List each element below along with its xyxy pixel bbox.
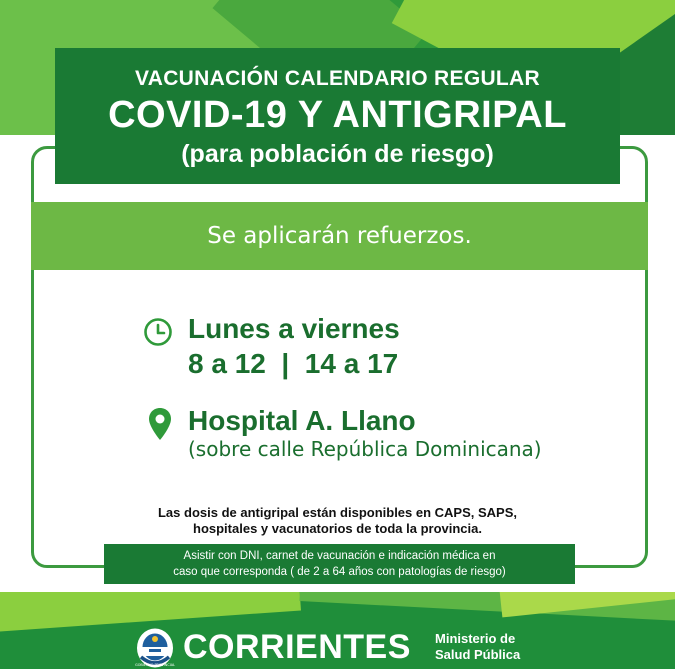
clock-icon [143,317,173,347]
location-pin-icon [148,407,172,441]
ministry-line-1: Ministerio de [435,631,516,646]
footer-logo [135,627,585,669]
requirements-line-2: caso que corresponda ( de 2 a 64 años con patologías de riesgo) [173,566,506,578]
ministry-name [435,631,520,663]
booster-band: Se aplicarán refuerzos. [31,202,648,270]
title-line-1: VACUNACIÓN CALENDARIO REGULAR [135,67,540,90]
availability-note-line-1: Las dosis de antigripal están disponibles en CAPS, SAPS, [157,505,518,520]
provincial-seal-icon [135,627,175,669]
availability-note [100,505,575,537]
hospital-street: (sobre calle República Dominicana) [188,437,542,461]
ministry-line-2: Salud Pública [435,647,521,662]
title-box [55,48,620,184]
brand-wordmark: CORRIENTES [183,628,411,666]
requirements-notice [104,544,575,584]
seal-text: GOBIERNO PROVINCIAL [135,663,175,667]
availability-note-line-2: hospitales y vacunatorios de toda la provincia. [193,521,482,536]
schedule-hours: 8 a 12 | 14 a 17 [188,348,399,379]
title-line-3: (para población de riesgo) [181,140,494,168]
schedule-days: Lunes a viernes [188,313,400,344]
requirements-line-1: Asistir con DNI, carnet de vacunación e indicación médica en [183,550,496,562]
hospital-name: Hospital A. Llano [188,405,416,436]
title-line-2: COVID-19 Y ANTIGRIPAL [108,94,567,136]
